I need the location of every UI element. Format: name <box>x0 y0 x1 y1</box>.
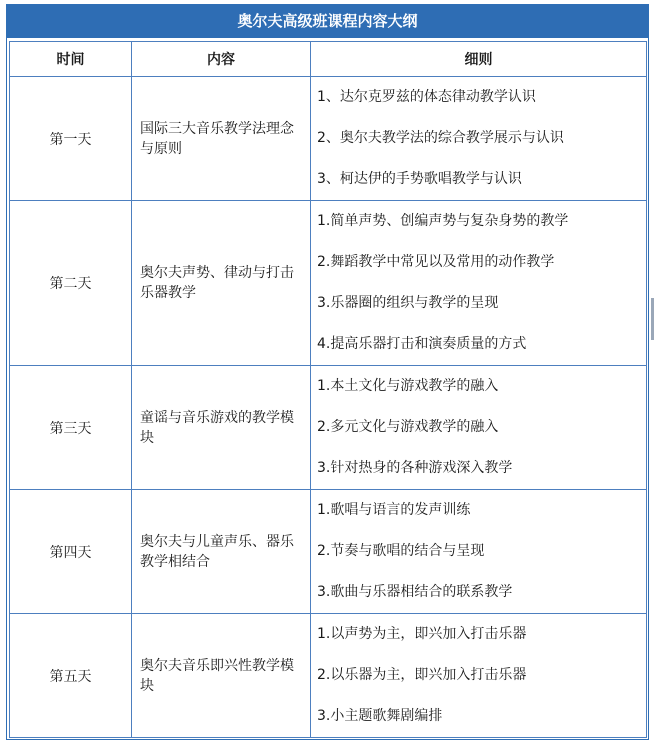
details-cell <box>311 614 647 738</box>
day-cell: 第五天 <box>10 614 132 738</box>
course-outline-table <box>9 41 647 738</box>
table-row <box>10 366 647 490</box>
table-row <box>10 77 647 201</box>
detail-item: 1.本土文化与游戏教学的融入 <box>317 378 499 394</box>
table-row <box>10 201 647 366</box>
detail-item: 1.歌唱与语言的发声训练 <box>317 502 471 518</box>
table-row <box>10 490 647 614</box>
details-cell <box>311 77 647 201</box>
details-cell <box>311 490 647 614</box>
detail-item: 3.针对热身的各种游戏深入教学 <box>317 460 513 476</box>
detail-item: 2.以乐器为主，即兴加入打击乐器 <box>317 667 527 683</box>
detail-item: 2、奥尔夫教学法的综合教学展示与认识 <box>317 130 564 146</box>
table-row <box>10 614 647 738</box>
content-cell: 奥尔夫声势、律动与打击乐器教学 <box>132 201 311 366</box>
day-cell: 第一天 <box>10 77 132 201</box>
header-row <box>10 42 647 77</box>
course-outline-panel <box>6 4 649 740</box>
detail-item: 3.乐器圈的组织与教学的呈现 <box>317 295 499 311</box>
content-cell: 奥尔夫与儿童声乐、器乐教学相结合 <box>132 490 311 614</box>
column-header-content: 内容 <box>132 42 311 77</box>
detail-item: 2.多元文化与游戏教学的融入 <box>317 419 499 435</box>
content-cell: 童谣与音乐游戏的教学模块 <box>132 366 311 490</box>
column-header-time: 时间 <box>10 42 132 77</box>
content-cell: 国际三大音乐教学法理念与原则 <box>132 77 311 201</box>
detail-item: 1、达尔克罗兹的体态律动教学认识 <box>317 89 536 105</box>
detail-item: 2.舞蹈教学中常见以及常用的动作教学 <box>317 254 555 270</box>
column-header-details: 细则 <box>311 42 647 77</box>
detail-item: 1.以声势为主，即兴加入打击乐器 <box>317 626 527 642</box>
detail-item: 3.歌曲与乐器相结合的联系教学 <box>317 584 513 600</box>
details-cell <box>311 366 647 490</box>
details-cell <box>311 201 647 366</box>
day-cell: 第二天 <box>10 201 132 366</box>
detail-item: 3、柯达伊的手势歌唱教学与认识 <box>317 171 522 187</box>
day-cell: 第三天 <box>10 366 132 490</box>
day-cell: 第四天 <box>10 490 132 614</box>
detail-item: 1.简单声势、创编声势与复杂身势的教学 <box>317 213 569 229</box>
detail-item: 3.小主题歌舞剧编排 <box>317 708 443 724</box>
detail-item: 4.提高乐器打击和演奏质量的方式 <box>317 336 527 352</box>
content-cell: 奥尔夫音乐即兴性教学模块 <box>132 614 311 738</box>
page-title: 奥尔夫高级班课程内容大纲 <box>7 5 648 38</box>
detail-item: 2.节奏与歌唱的结合与呈现 <box>317 543 485 559</box>
